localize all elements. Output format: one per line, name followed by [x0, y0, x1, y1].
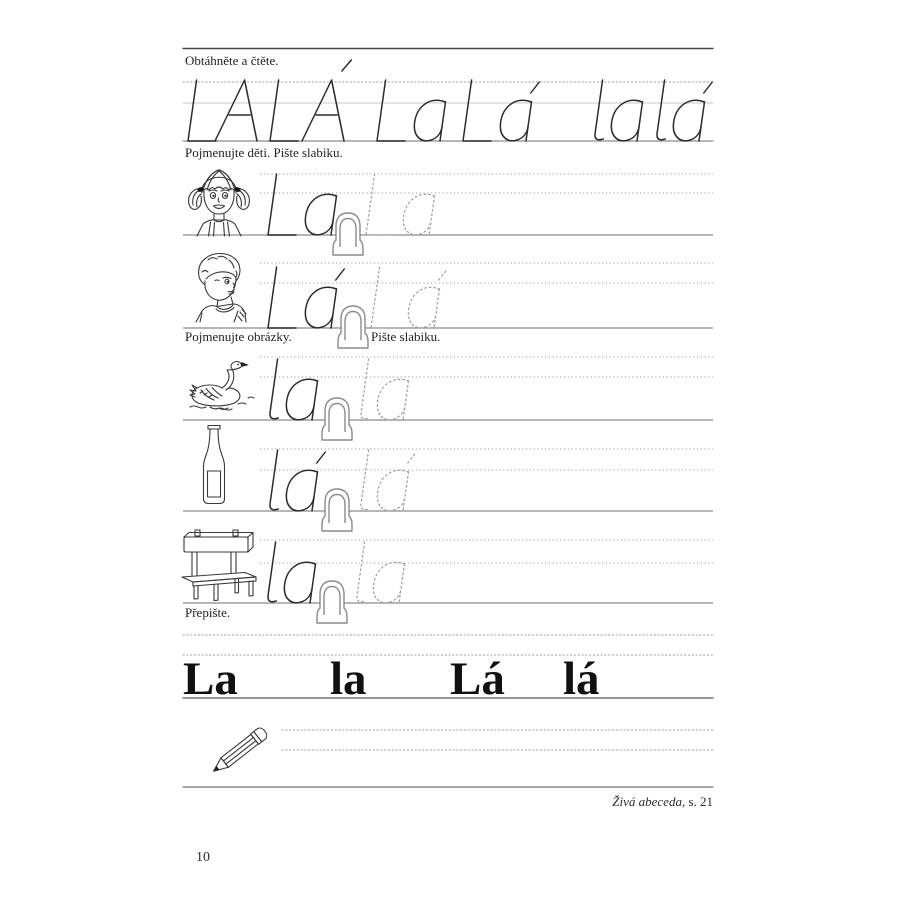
- instruction-write-syllable: Pište slabiku.: [371, 329, 441, 344]
- trace-letter-8: [656, 80, 713, 141]
- finger-spacer-icon: [338, 306, 368, 348]
- copy-word-la: la: [330, 653, 367, 705]
- trace-letter-6: [463, 80, 540, 141]
- trace-letter-4: [302, 60, 355, 141]
- trace-letter-2: [215, 80, 266, 141]
- trace-syllable-swan: [360, 359, 412, 420]
- solid-syllable-bench: [267, 542, 319, 603]
- bottle-illustration: [204, 426, 225, 504]
- solid-syllable-girl: [268, 174, 340, 235]
- copy-word-la-acute: lá: [563, 653, 600, 705]
- copy-word-La-acute: Lá: [450, 653, 505, 705]
- solid-syllable-swan: [269, 359, 321, 420]
- book-page-ref: , s. 21: [681, 794, 713, 809]
- instruction-name-children: Pojmenujte děti. Pište slabiku.: [185, 145, 343, 160]
- trace-syllable-bottle: [360, 450, 417, 511]
- trace-letter-5: [377, 80, 449, 141]
- bench-illustration: [182, 530, 256, 601]
- trace-syllable-boy: [371, 267, 448, 328]
- girl-illustration: [189, 170, 250, 236]
- trace-letter-7: [594, 80, 646, 141]
- trace-syllable-girl: [366, 174, 438, 235]
- pencil-icon: [210, 726, 269, 776]
- instruction-trace-read: Obtáhněte a čtěte.: [185, 53, 279, 68]
- finger-spacer-icon: [333, 213, 363, 255]
- copy-word-La: La: [183, 653, 238, 705]
- instruction-copy: Přepište.: [185, 605, 231, 620]
- footer-reference: [413, 794, 713, 810]
- solid-syllable-boy: [268, 267, 345, 328]
- finger-spacer-icon: [322, 398, 352, 440]
- page-number: 10: [196, 850, 210, 865]
- finger-spacer-icon: [322, 489, 352, 531]
- solid-syllable-bottle: [269, 450, 326, 511]
- instruction-name-pictures: Pojmenujte obrázky.: [185, 329, 292, 344]
- book-title: Živá abeceda: [612, 794, 682, 809]
- finger-spacer-icon: [317, 581, 347, 623]
- swan-illustration: [190, 362, 254, 410]
- boy-illustration: [196, 254, 246, 323]
- trace-letter-3: [270, 80, 307, 141]
- trace-syllable-bench: [356, 542, 408, 603]
